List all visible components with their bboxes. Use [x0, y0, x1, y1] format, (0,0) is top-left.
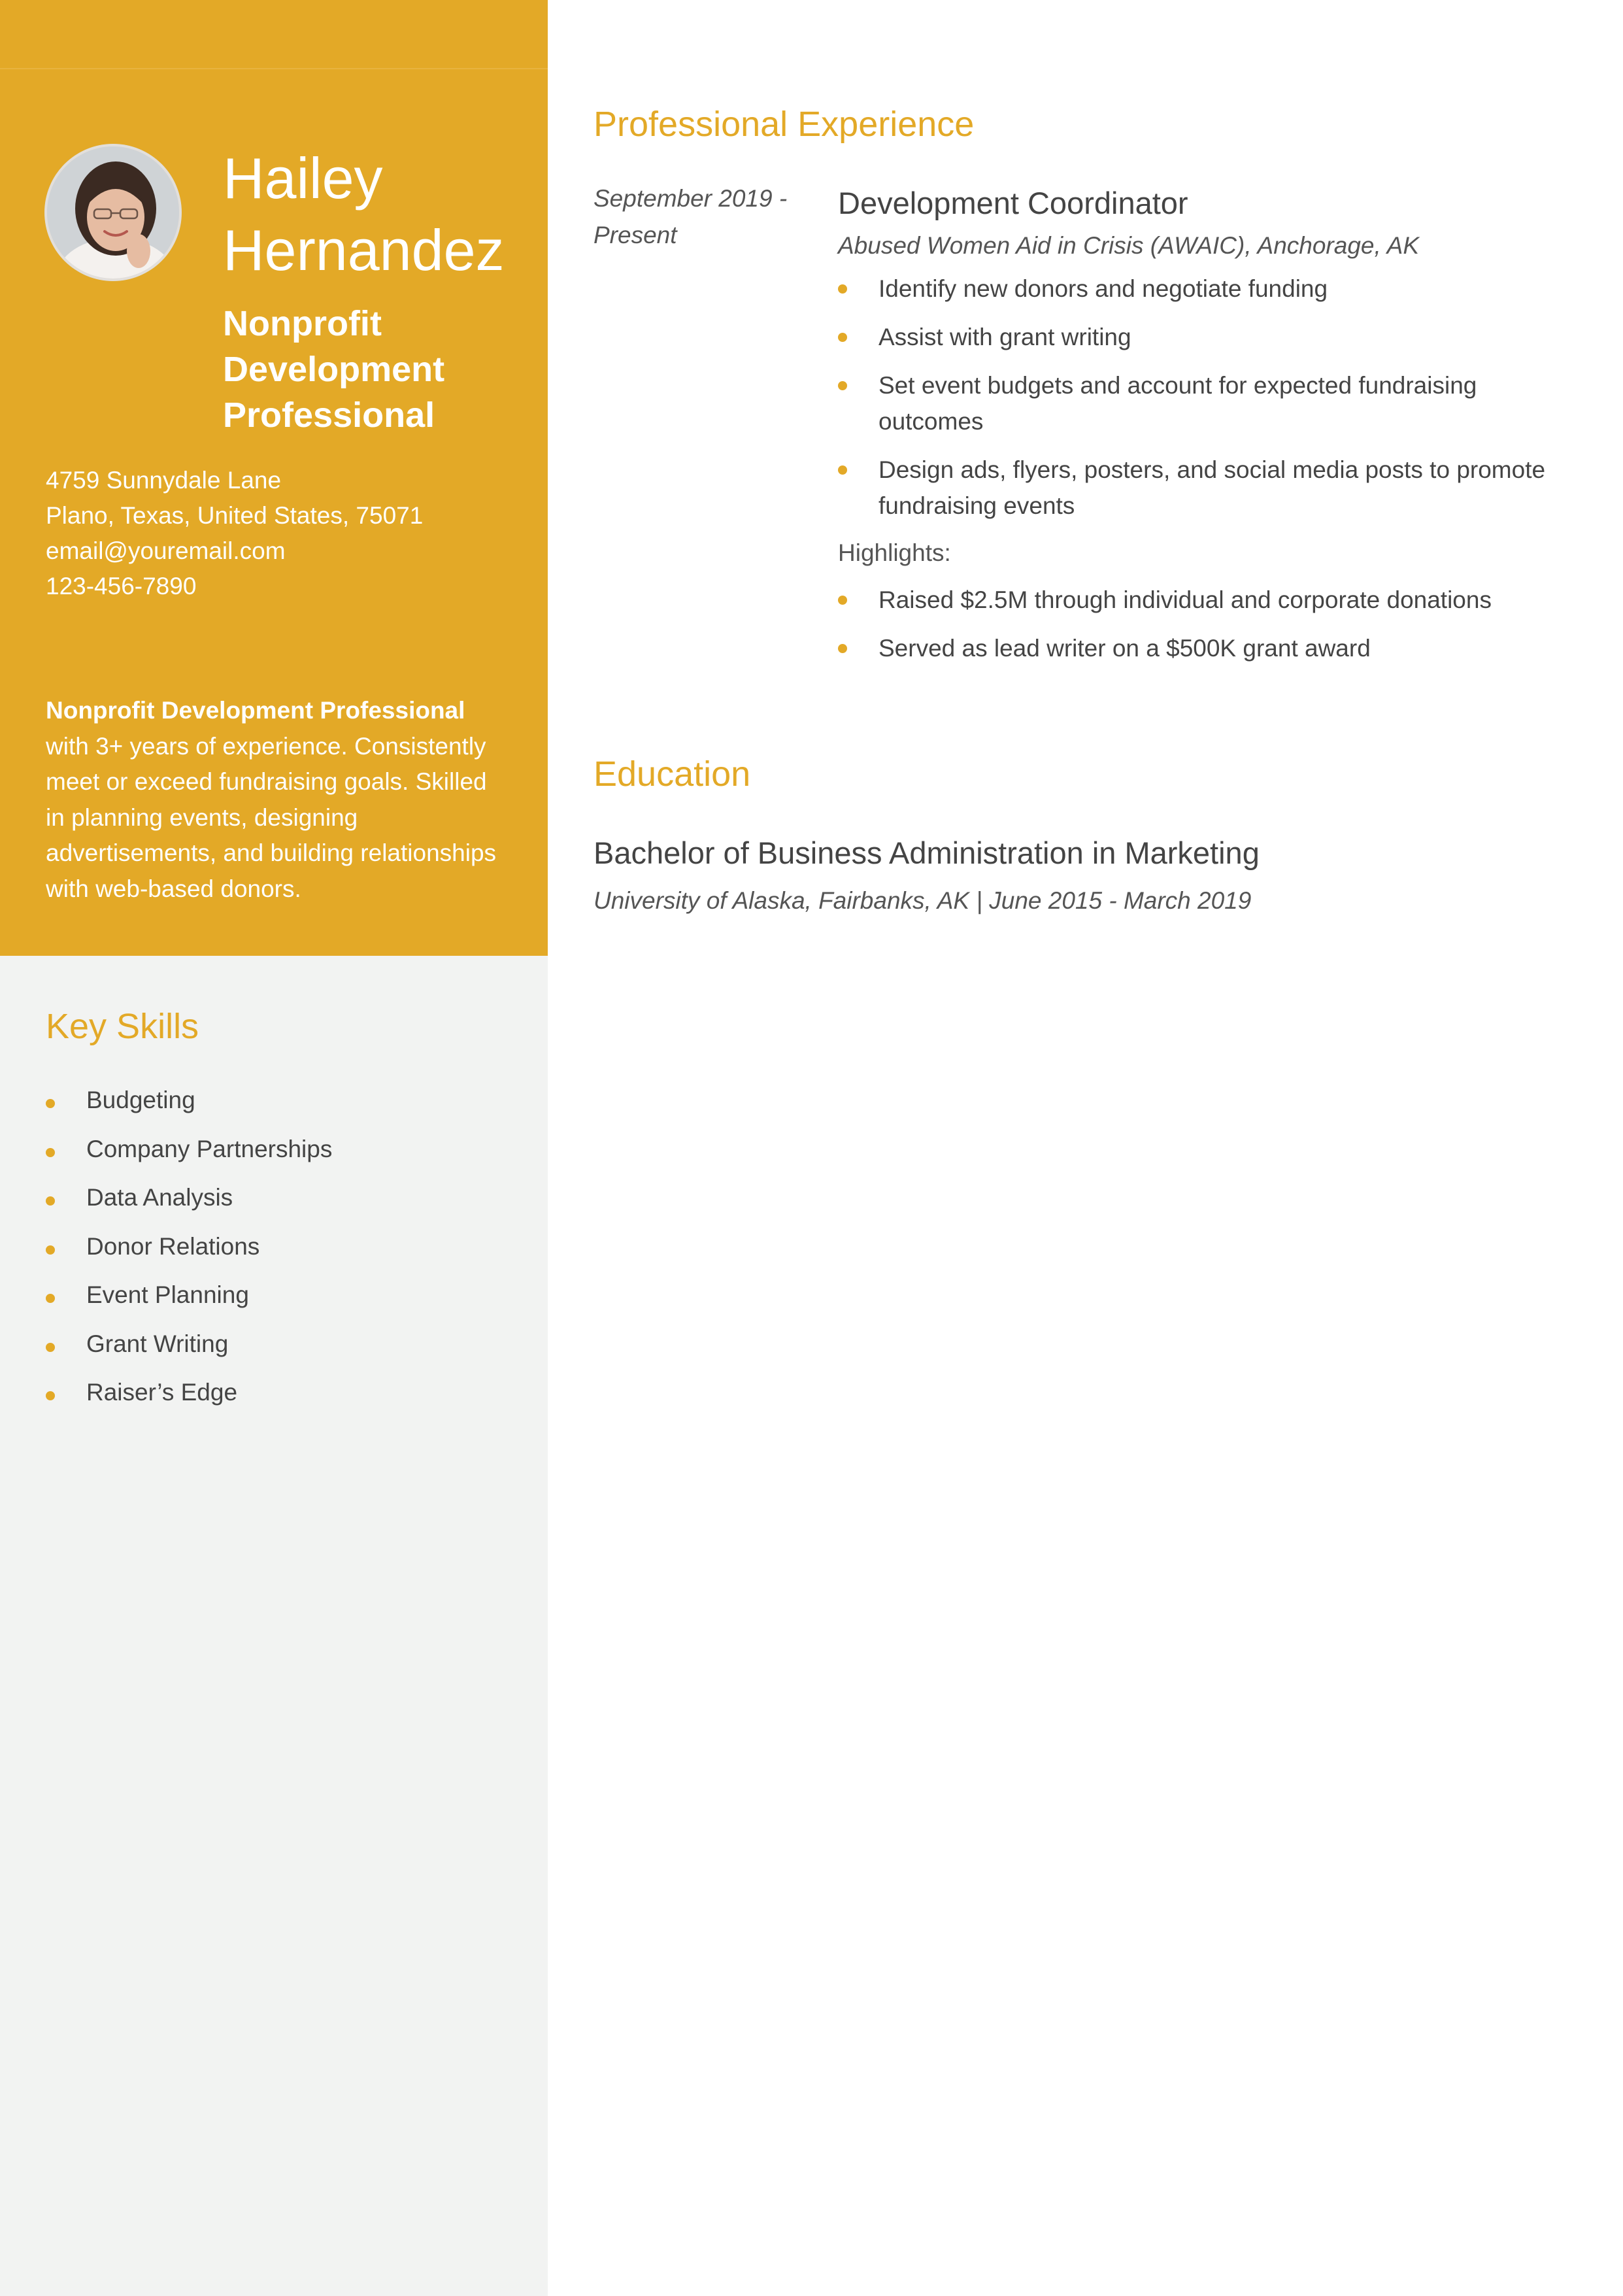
- email[interactable]: email@youremail.com: [46, 537, 286, 564]
- profile-photo-icon: [47, 146, 182, 281]
- education-details: University of Alaska, Fairbanks, AK | June 2015 - March 2019: [594, 887, 1252, 914]
- bullet-icon: [838, 596, 847, 605]
- job-title-line: Professional: [223, 396, 435, 435]
- sidebar-header: [0, 0, 548, 956]
- skills-heading: Key Skills: [46, 1007, 199, 1046]
- education-degree: Bachelor of Business Administration in Marketing: [594, 836, 1260, 870]
- job-role: Development Coordinator: [838, 186, 1188, 220]
- skill-item: [46, 1077, 516, 1126]
- skill-item: [46, 1224, 516, 1273]
- highlight-text: Served as lead writer on a $500K grant award: [878, 635, 1371, 662]
- duty-text: Design ads, flyers, posters, and social media posts to promote fundraising events: [878, 456, 1546, 519]
- duty-item: [838, 452, 1577, 524]
- highlight-text: Raised $2.5M through individual and corporate donations: [878, 586, 1492, 613]
- bullet-icon: [46, 1343, 55, 1352]
- job-dates: [594, 180, 809, 254]
- first-name: Hailey: [223, 146, 383, 211]
- summary-text: with 3+ years of experience. Consistently meet or exceed fundraising goals. Skilled in planning events, designing advertisements, and building relationships with web-based donors.: [46, 732, 497, 902]
- highlights-label: Highlights:: [838, 539, 951, 566]
- duty-text: Identify new donors and negotiate funding: [878, 275, 1328, 302]
- job-organization: Abused Women Aid in Crisis (AWAIC), Anchorage, AK: [838, 232, 1420, 259]
- bullet-icon: [46, 1099, 55, 1108]
- address-line-2: Plano, Texas, United States, 75071: [46, 502, 424, 529]
- skill-label: Company Partnerships: [86, 1135, 333, 1162]
- highlight-item: [838, 630, 1577, 666]
- skill-item: [46, 1175, 516, 1224]
- skill-label: Event Planning: [86, 1281, 249, 1308]
- contact-info: [46, 463, 529, 604]
- skill-item: [46, 1126, 516, 1175]
- education-heading: Education: [594, 754, 751, 794]
- skill-item: [46, 1370, 516, 1419]
- bullet-icon: [838, 381, 847, 390]
- bullet-icon: [46, 1196, 55, 1206]
- job-title-line: Nonprofit: [223, 304, 382, 343]
- bullet-icon: [46, 1391, 55, 1400]
- skill-item: [46, 1321, 516, 1370]
- skill-label: Donor Relations: [86, 1232, 260, 1260]
- job-title: [223, 301, 517, 438]
- job-dates-start: September 2019 -: [594, 185, 788, 212]
- last-name: Hernandez: [223, 218, 505, 282]
- duty-item: [838, 271, 1577, 307]
- duty-text: Set event budgets and account for expected fundraising outcomes: [878, 372, 1477, 435]
- summary-lead: Nonprofit Development Professional: [46, 697, 465, 724]
- header-divider: [0, 68, 548, 69]
- address-line-1: 4759 Sunnydale Lane: [46, 467, 282, 494]
- bullet-icon: [838, 333, 847, 342]
- job-dates-end: Present: [594, 222, 677, 248]
- skill-label: Grant Writing: [86, 1330, 229, 1357]
- skill-label: Raiser’s Edge: [86, 1379, 238, 1406]
- duty-text: Assist with grant writing: [878, 324, 1131, 350]
- bullet-icon: [838, 644, 847, 653]
- profile-photo: [44, 144, 182, 281]
- job-highlights: [838, 582, 1577, 666]
- skill-label: Data Analysis: [86, 1184, 233, 1211]
- experience-heading: Professional Experience: [594, 105, 975, 144]
- skill-item: [46, 1272, 516, 1321]
- profile-summary: [46, 693, 503, 907]
- highlight-item: [838, 582, 1577, 618]
- job-entry: [838, 180, 1577, 679]
- bullet-icon: [46, 1148, 55, 1157]
- bullet-icon: [838, 465, 847, 475]
- phone[interactable]: 123-456-7890: [46, 573, 197, 599]
- job-title-line: Development: [223, 350, 445, 389]
- duty-item: [838, 319, 1577, 355]
- candidate-name: [223, 143, 530, 286]
- job-duties: [838, 271, 1577, 524]
- skills-list: [46, 1077, 516, 1419]
- bullet-icon: [46, 1294, 55, 1303]
- sidebar: [0, 0, 548, 2296]
- bullet-icon: [46, 1245, 55, 1255]
- duty-item: [838, 367, 1577, 439]
- bullet-icon: [838, 284, 847, 294]
- skill-label: Budgeting: [86, 1087, 195, 1113]
